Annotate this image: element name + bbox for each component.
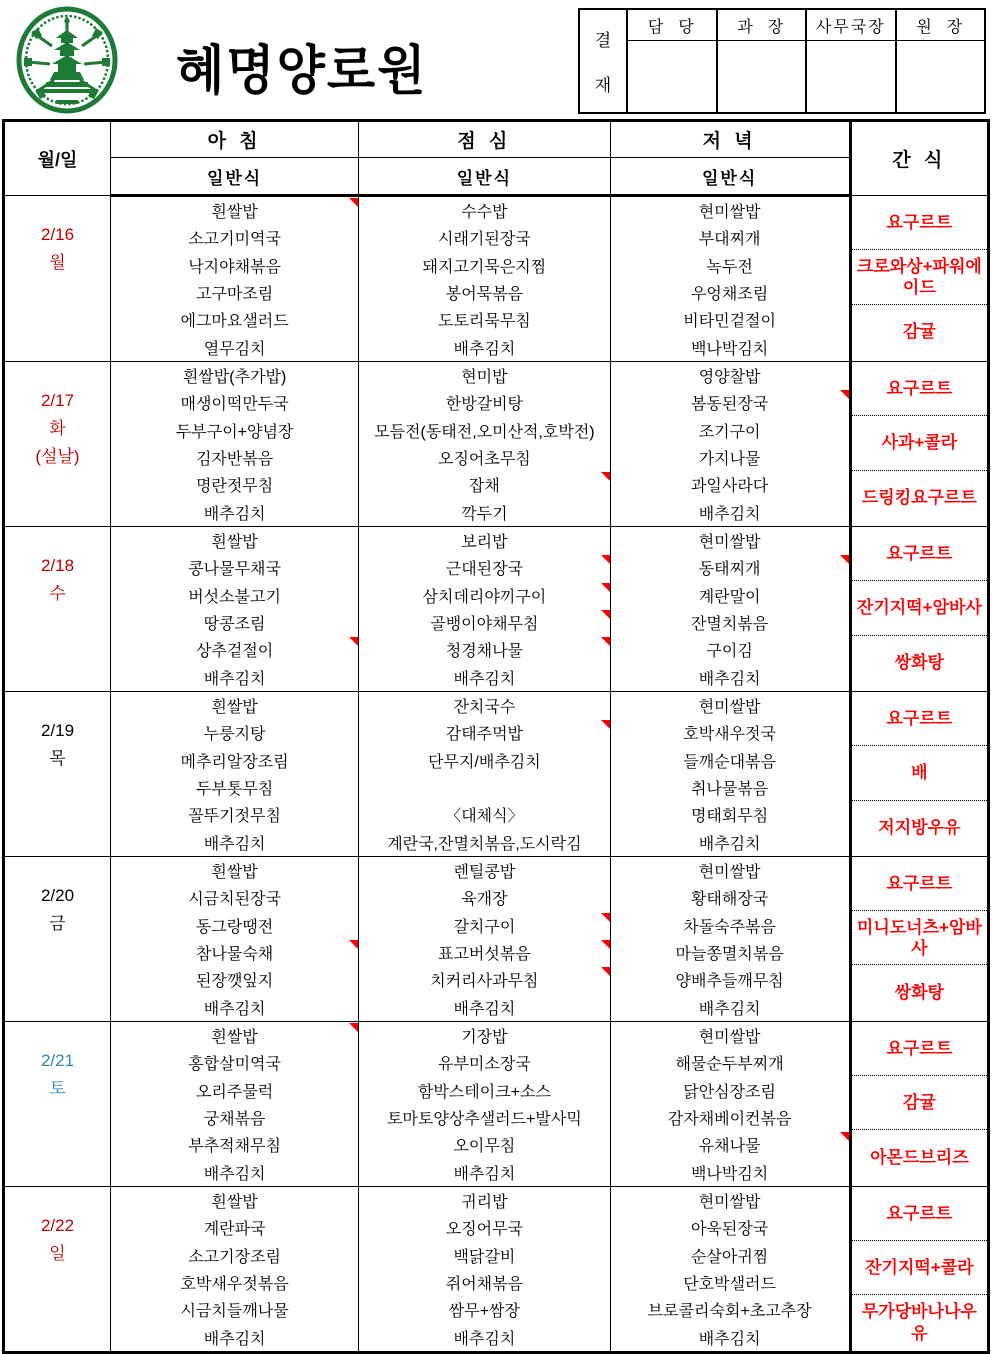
day-row <box>4 1021 989 1186</box>
page-title: 혜명양로원 <box>176 40 428 101</box>
weekday-label: 수 <box>49 583 66 603</box>
menu-item: 쥐어채볶음 <box>445 1275 524 1293</box>
weekday-label: 토 <box>49 1078 66 1098</box>
menu-item: 영양찰밥 <box>698 369 761 387</box>
menu-item: 명란젓무침 <box>195 478 274 496</box>
menu-item: 배추김치 <box>453 670 516 688</box>
snack-cell <box>850 196 988 362</box>
menu-item: 배추김치 <box>698 670 761 688</box>
header-lunch: 점 심 <box>359 121 610 158</box>
snack-cell <box>850 1021 988 1186</box>
date-cell <box>4 856 111 1021</box>
breakfast-cell <box>110 1186 358 1352</box>
menu-item: 꼴뚜기젓무침 <box>188 808 281 826</box>
header-date: 월/일 <box>4 121 111 196</box>
day-row <box>4 526 989 691</box>
date-cell <box>4 361 111 526</box>
menu-item: 오리주물럭 <box>195 1083 274 1101</box>
menu-item: 두부구이+양념장 <box>175 423 294 441</box>
menu-item: 백나박김치 <box>690 340 769 358</box>
menu-item: 누룽지탕 <box>203 726 266 744</box>
menu-item: 가지나물 <box>698 451 761 469</box>
comment-marker-icon <box>601 913 610 922</box>
date-label: 2/19 <box>40 720 75 740</box>
menu-item: 귀리밥 <box>461 1193 508 1211</box>
menu-item: 잡채 <box>359 471 609 498</box>
breakfast-cell <box>110 691 358 856</box>
menu-item: 에그마요샐러드 <box>180 313 289 331</box>
menu-item: 버섯소불고기 <box>188 588 281 606</box>
menu-item: 부대찌개 <box>698 231 761 249</box>
menu-item: 백나박김치 <box>690 1165 769 1183</box>
dinner-cell <box>610 361 850 526</box>
snack-item: 감귤 <box>852 1076 987 1130</box>
approval-table <box>578 8 986 114</box>
menu-item: 시금치된장국 <box>188 891 281 909</box>
menu-item: 〈대체식〉 <box>445 808 524 826</box>
menu-item: 부추적채무침 <box>188 1138 281 1156</box>
snack-item: 요구르트 <box>852 527 987 581</box>
lunch-cell <box>359 1186 610 1352</box>
snack-cell <box>850 526 988 691</box>
breakfast-cell <box>110 856 358 1021</box>
subheader-dinner: 일반식 <box>610 158 850 196</box>
menu-item: 낙지야채볶음 <box>188 258 281 276</box>
snack-item: 요구르트 <box>852 1022 987 1076</box>
dinner-cell <box>610 196 850 362</box>
approval-stamp-char-2: 재 <box>594 76 612 95</box>
menu-item: 고구마조림 <box>195 286 274 304</box>
menu-item: 호박새우젓국 <box>683 726 776 744</box>
approval-stamp-char-1: 결 <box>594 31 612 50</box>
menu-item: 배추김치 <box>203 1165 266 1183</box>
menu-item: 치커리사과무침 <box>359 966 609 993</box>
menu-item <box>359 774 609 801</box>
snack-item: 요구르트 <box>852 196 987 250</box>
menu-item: 잔치국수 <box>453 699 516 717</box>
menu-item: 비타민겉절이 <box>683 313 776 331</box>
menu-item: 깍두기 <box>461 505 508 523</box>
snack-item: 배 <box>852 746 987 800</box>
menu-item: 해물순두부찌개 <box>675 1056 784 1074</box>
menu-item: 단호박샐러드 <box>683 1275 776 1293</box>
day-row <box>4 1186 989 1352</box>
menu-item: 현미쌀밥 <box>698 204 761 222</box>
dinner-cell <box>610 691 850 856</box>
menu-item: 배추김치 <box>698 1330 761 1348</box>
menu-item: 배추김치 <box>203 505 266 523</box>
menu-item: 양배추들깨무침 <box>675 973 784 991</box>
menu-item: 상추겉절이 <box>111 636 358 663</box>
menu-item: 구이김 <box>706 643 753 661</box>
breakfast-cell <box>110 361 358 526</box>
comment-marker-icon <box>349 198 358 207</box>
weekday-label: 일 <box>49 1243 66 1263</box>
menu-item: 오징어무국 <box>445 1221 524 1239</box>
comment-marker-icon <box>349 637 358 646</box>
menu-item: 현미쌀밥 <box>698 534 761 552</box>
snack-item: 사과+콜라 <box>852 416 987 470</box>
menu-item: 잔멸치볶음 <box>690 616 769 634</box>
menu-item: 호박새우젓볶음 <box>180 1275 289 1293</box>
approval-col-head <box>897 10 985 112</box>
approval-stamp-cell <box>580 10 628 112</box>
temple-seal-icon <box>16 6 118 114</box>
date-label: 2/17 <box>40 390 75 410</box>
subheader-breakfast: 일반식 <box>110 158 358 196</box>
menu-item: 골뱅이야채무침 <box>359 609 609 636</box>
snack-item: 요구르트 <box>852 362 987 416</box>
menu-item: 동태찌개 <box>611 554 849 581</box>
approval-signature-space <box>807 41 895 112</box>
date-label: 2/22 <box>40 1215 75 1235</box>
menu-item: 감자채베이컨볶음 <box>667 1110 792 1128</box>
comment-marker-icon <box>840 555 849 564</box>
date-label: 2/16 <box>40 225 75 244</box>
approval-col-manager <box>718 10 808 112</box>
menu-item: 배추김치 <box>453 1330 516 1348</box>
menu-item: 흰쌀밥 <box>211 699 258 717</box>
menu-item: 삼치데리야끼구이 <box>359 582 609 609</box>
date-cell <box>4 691 111 856</box>
menu-item: 황태해장국 <box>690 891 769 909</box>
comment-marker-icon <box>840 1132 849 1141</box>
menu-item: 모듬전(동태전,오미산적,호박전) <box>374 423 595 441</box>
menu-item: 봉어묵볶음 <box>445 286 524 304</box>
menu-item: 흰쌀밥 <box>211 534 258 552</box>
approval-col-staff <box>628 10 718 112</box>
weekday-label: 월 <box>49 253 66 272</box>
menu-item: 렌틸콩밥 <box>453 864 516 882</box>
approval-signature-space <box>718 41 806 112</box>
approval-col-staff-label: 담 당 <box>628 10 716 41</box>
menu-item: 현미밥 <box>461 369 508 387</box>
menu-item: 봄동된장국 <box>611 389 849 416</box>
weekday-label: 금 <box>49 913 66 933</box>
menu-item: 현미쌀밥 <box>698 1193 761 1211</box>
comment-marker-icon <box>601 610 610 619</box>
header-breakfast: 아 침 <box>110 121 358 158</box>
menu-item: 갈치구이 <box>359 912 609 939</box>
table-header-row <box>4 121 989 158</box>
day-row <box>4 691 989 856</box>
dinner-cell <box>610 1021 850 1186</box>
menu-table-body <box>4 196 989 1353</box>
snack-item: 요구르트 <box>852 692 987 746</box>
snack-item: 잔기지떡+암바사 <box>852 581 987 635</box>
menu-item: 과일사라다 <box>690 478 769 496</box>
day-row <box>4 856 989 1021</box>
dinner-cell <box>610 526 850 691</box>
menu-item: 김자반볶음 <box>195 451 274 469</box>
snack-item: 드링킹요구르트 <box>861 488 977 508</box>
menu-item: 흰쌀밥 <box>211 1193 258 1211</box>
menu-item: 단무지/배추김치 <box>428 753 541 771</box>
menu-item: 함박스테이크+소스 <box>417 1083 551 1101</box>
lunch-cell <box>359 1021 610 1186</box>
menu-item: 된장깻잎지 <box>195 973 274 991</box>
menu-item: 조기구이 <box>698 423 761 441</box>
menu-item: 현미쌀밥 <box>698 699 761 717</box>
menu-item: 근대된장국 <box>359 554 609 581</box>
date-label: 2/18 <box>40 555 75 575</box>
breakfast-cell <box>110 196 358 362</box>
approval-col-manager-label: 과 장 <box>718 10 806 41</box>
menu-item: 배추김치 <box>453 340 516 358</box>
menu-item: 녹두전 <box>706 258 753 276</box>
weekday-label: 화 <box>49 418 66 438</box>
menu-item: 한방갈비탕 <box>445 396 524 414</box>
menu-item: 시래기된장국 <box>438 231 531 249</box>
menu-item: 돼지고기묵은지찜 <box>422 258 547 276</box>
comment-marker-icon <box>601 967 610 976</box>
menu-item: 토마토양상추샐러드+발사믹 <box>386 1110 582 1128</box>
menu-item: 계란파국 <box>203 1221 266 1239</box>
menu-item: 소고기장조림 <box>188 1248 281 1266</box>
menu-item: 브로콜리숙회+초고추장 <box>647 1303 812 1321</box>
menu-item: 콩나물무채국 <box>188 561 281 579</box>
date-label: 2/20 <box>40 885 75 905</box>
date-label: 2/21 <box>40 1050 75 1070</box>
menu-item: 소고기미역국 <box>188 231 281 249</box>
menu-item: 아욱된장국 <box>690 1221 769 1239</box>
menu-item: 유부미소장국 <box>438 1056 531 1074</box>
breakfast-cell <box>110 526 358 691</box>
header-snack: 간 식 <box>850 121 988 196</box>
menu-item: 배추김치 <box>698 1000 761 1018</box>
menu-table <box>2 119 990 1354</box>
comment-marker-icon <box>601 583 610 592</box>
snack-cell <box>850 1186 988 1352</box>
snack-item: 쌍화탕 <box>894 982 944 1002</box>
snack-item: 잔기지떡+콜라 <box>852 1241 987 1295</box>
menu-item: 감태주먹밥 <box>359 719 609 746</box>
comment-marker-icon <box>349 1023 358 1032</box>
menu-item: 우엉채조림 <box>690 286 769 304</box>
menu-item: 오이무침 <box>453 1138 516 1156</box>
lunch-cell <box>359 526 610 691</box>
comment-marker-icon <box>601 940 610 949</box>
menu-item: 순살아귀찜 <box>690 1248 769 1266</box>
snack-cell <box>850 691 988 856</box>
comment-marker-icon <box>349 940 358 949</box>
menu-item: 흰쌀밥(추가밥) <box>182 369 287 387</box>
menu-item: 시금치들깨나물 <box>180 1303 289 1321</box>
menu-item: 현미쌀밥 <box>698 864 761 882</box>
menu-item: 열무김치 <box>203 340 266 358</box>
menu-item: 흰쌀밥 <box>211 864 258 882</box>
menu-item: 흰쌀밥 <box>111 197 358 224</box>
menu-item: 매생이떡만두국 <box>180 396 289 414</box>
comment-marker-icon <box>601 720 610 729</box>
comment-marker-icon <box>840 390 849 399</box>
snack-item: 아몬드브리즈 <box>870 1147 969 1167</box>
temple-seal-logo <box>16 6 118 114</box>
menu-item: 백닭갈비 <box>453 1248 516 1266</box>
comment-marker-icon <box>601 637 610 646</box>
snack-item: 미니도너츠+암바사 <box>852 911 987 965</box>
menu-item: 배추김치 <box>203 835 266 853</box>
menu-item: 배추김치 <box>453 1165 516 1183</box>
dinner-cell <box>610 1186 850 1352</box>
lunch-cell <box>359 856 610 1021</box>
menu-item: 계란국,잔멸치볶음,도시락김 <box>387 835 582 853</box>
menu-item: 마늘쫑멸치볶음 <box>675 946 784 964</box>
snack-cell <box>850 856 988 1021</box>
snack-item: 감귤 <box>902 322 936 342</box>
menu-item: 수수밥 <box>461 204 508 222</box>
menu-item: 취나물볶음 <box>690 781 769 799</box>
day-row <box>4 361 989 526</box>
date-cell <box>4 1021 111 1186</box>
approval-col-head-label: 원 장 <box>897 10 985 41</box>
snack-item: 요구르트 <box>852 857 987 911</box>
date-cell <box>4 526 111 691</box>
menu-item: 배추김치 <box>453 1000 516 1018</box>
snack-item: 쌍화탕 <box>894 653 944 673</box>
weekday-label: 목 <box>49 748 66 768</box>
menu-item: 현미쌀밥 <box>698 1029 761 1046</box>
menu-item: 쌈무+쌈장 <box>448 1303 520 1321</box>
menu-item: 보리밥 <box>461 534 508 552</box>
snack-item: 크로와상+파워에이드 <box>852 250 987 304</box>
header-dinner: 저 녁 <box>610 121 850 158</box>
menu-item: 궁채볶음 <box>203 1110 266 1128</box>
menu-item: 참나물숙채 <box>111 939 358 966</box>
day-row <box>4 196 989 362</box>
breakfast-cell <box>110 1021 358 1186</box>
approval-signature-space <box>897 41 985 112</box>
menu-item: 배추김치 <box>203 670 266 688</box>
table-subheader-row <box>4 158 989 196</box>
menu-item: 홍합살미역국 <box>188 1056 281 1074</box>
approval-col-director-label: 사무국장 <box>807 10 895 41</box>
menu-item: 계란말이 <box>698 588 761 606</box>
menu-item: 두부톳무침 <box>195 781 274 799</box>
snack-item: 무가당바나나우유 <box>861 1302 977 1343</box>
lunch-cell <box>359 196 610 362</box>
menu-item: 흰쌀밥 <box>111 1022 358 1049</box>
menu-item: 명태회무침 <box>690 808 769 826</box>
snack-cell <box>850 361 988 526</box>
menu-item: 표고버섯볶음 <box>359 939 609 966</box>
menu-item: 육개장 <box>461 891 508 909</box>
menu-item: 배추김치 <box>698 835 761 853</box>
menu-item: 들깨순대볶음 <box>683 753 776 771</box>
menu-item: 동그랑땡전 <box>195 918 274 936</box>
menu-item: 배추김치 <box>203 1330 266 1348</box>
subheader-lunch: 일반식 <box>359 158 610 196</box>
menu-item: 오징어초무침 <box>438 451 531 469</box>
date-cell <box>4 1186 111 1352</box>
menu-item: 메추리알장조림 <box>180 753 289 771</box>
menu-item: 배추김치 <box>698 505 761 523</box>
approval-col-director <box>807 10 897 112</box>
date-cell <box>4 196 111 362</box>
menu-item: 청경채나물 <box>359 636 609 663</box>
comment-marker-icon <box>601 555 610 564</box>
lunch-cell <box>359 691 610 856</box>
menu-item: 닭안심장조림 <box>683 1083 776 1101</box>
menu-item: 도토리묵무침 <box>438 313 531 331</box>
menu-item: 차돌숙주볶음 <box>683 918 776 936</box>
comment-marker-icon <box>601 472 610 481</box>
menu-item: 땅콩조림 <box>203 616 266 634</box>
menu-item: 배추김치 <box>203 1000 266 1018</box>
snack-item: 요구르트 <box>852 1187 987 1241</box>
holiday-note: (설날) <box>35 446 80 466</box>
dinner-cell <box>610 856 850 1021</box>
approval-signature-space <box>628 41 716 112</box>
menu-item: 유채나물 <box>611 1131 849 1158</box>
menu-item: 기장밥 <box>461 1029 508 1046</box>
snack-item: 저지방우유 <box>878 818 961 838</box>
document-header <box>0 0 992 119</box>
lunch-cell <box>359 361 610 526</box>
